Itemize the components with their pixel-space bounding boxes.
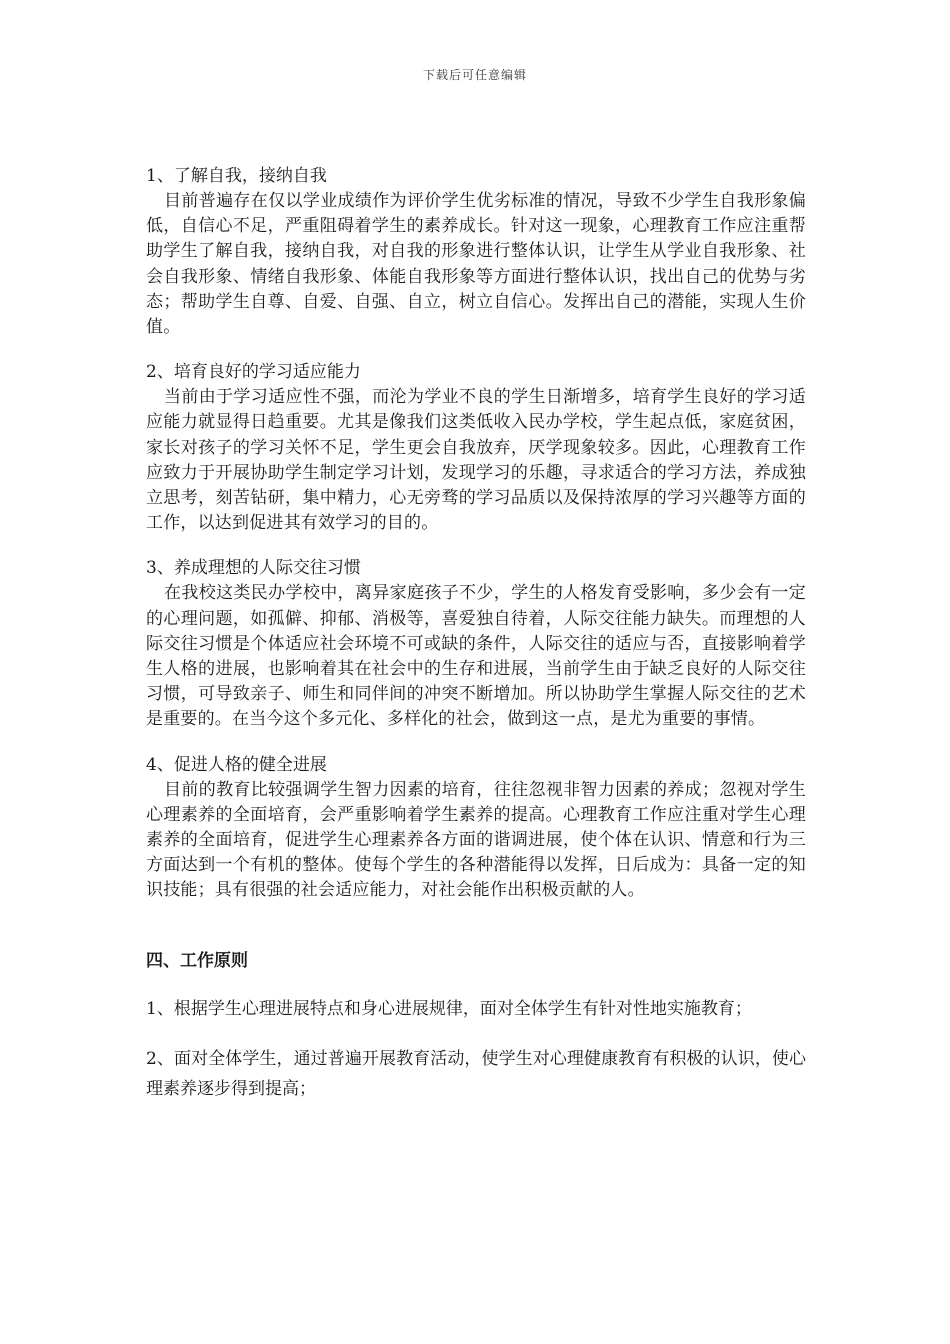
- section-2: [146, 360, 806, 536]
- section-paragraph: 在我校这类民办学校中，离异家庭孩子不少，学生的人格发育受影响，多少会有一定的心理问题，如孤僻、抑郁、消极等，喜爱独自待着，人际交往能力缺失。而理想的人际交往习惯是个体适应社会环境不可或缺的条件，人际交往的适应与否，直接影响着学生人格的进展，也影响着其在社会中的生存和进展，当前学生由于缺乏良好的人际交往习惯，可导致亲子、师生和同伴间的冲突不断增加。所以协助学生掌握人际交往的艺术是重要的。在当今这个多元化、多样化的社会，做到这一点，是尤为重要的事情。: [146, 583, 806, 730]
- document-body: [146, 164, 806, 1124]
- section-4: [146, 753, 806, 904]
- page-header: 下载后可任意编辑: [422, 68, 527, 82]
- section-1: [146, 164, 806, 340]
- section-paragraph: 目前普遍存在仅以学业成绩作为评价学生优劣标准的情况，导致不少学生自我形象偏低，自信心不足，严重阻碍着学生的素养成长。针对这一现象，心理教育工作应注重帮助学生了解自我，接纳自我，对自我的形象进行整体认识，让学生从学业自我形象、社会自我形象、情绪自我形象、体能自我形象等方面进行整体认识，找出自己的优势与劣态；帮助学生自尊、自爱、自强、自立，树立自信心。发挥出自己的潜能，实现人生价值。: [146, 191, 806, 338]
- principle-item-2: 2、面对全体学生，通过普遍开展教育活动，使学生对心理健康教育有积极的认识，使心理素养逐步得到提高；: [146, 1048, 806, 1099]
- section-title: 2、培育良好的学习适应能力: [146, 362, 361, 383]
- section-title: 3、养成理想的人际交往习惯: [146, 558, 361, 579]
- principle-item-1: 1、根据学生心理进展特点和身心进展规律，面对全体学生有针对性地实施教育；: [146, 998, 752, 1019]
- chapter-title: 四、工作原则: [146, 950, 248, 971]
- section-paragraph: 当前由于学习适应性不强，而沦为学业不良的学生日渐增多，培育学生良好的学习适应能力就显得日趋重要。尤其是像我们这类低收入民办学校，学生起点低，家庭贫困，家长对孩子的学习关怀不足，学生更会自我放弃，厌学现象较多。因此，心理教育工作应致力于开展协助学生制定学习计划，发现学习的乐趣，寻求适合的学习方法，养成独立思考，刻苦钻研，集中精力，心无旁骛的学习品质以及保持浓厚的学习兴趣等方面的工作，以达到促进其有效学习的目的。: [146, 387, 806, 534]
- section-title: 1、了解自我，接纳自我: [146, 166, 327, 186]
- section-title: 4、促进人格的健全进展: [146, 754, 327, 775]
- section-3: [146, 556, 806, 732]
- section-paragraph: 目前的教育比较强调学生智力因素的培育，往往忽视非智力因素的养成；忽视对学生心理素养的全面培育，会严重影响着学生素养的提高。心理教育工作应注重对学生心理素养的全面培育，促进学生心理素养各方面的谐调进展，使个体在认识、情意和行为三方面达到一个有机的整体。使每个学生的各种潜能得以发挥，日后成为：具备一定的知识技能；具有很强的社会适应能力，对社会能作出积极贡献的人。: [146, 779, 806, 901]
